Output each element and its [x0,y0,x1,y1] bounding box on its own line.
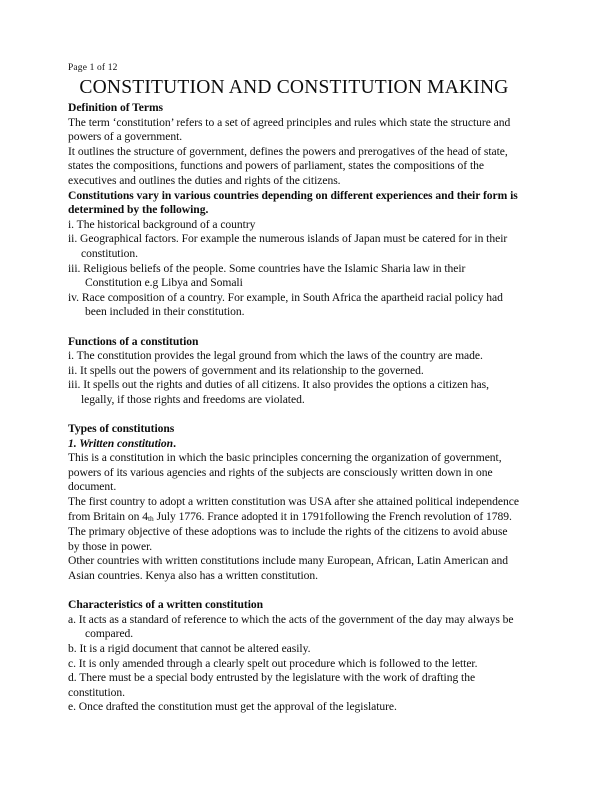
list-text: There must be a special body entrusted by the legislature with the work of drafting the constitution. [68,671,476,699]
list-item [68,657,520,672]
list-text: The constitution provides the legal ground from which the laws of the country are made. [76,349,483,363]
list-text: It acts as a standard of reference to which the acts of the government of the day may always be compared. [78,612,514,641]
list-text: It spells out the powers of government and its relationship to the governed. [80,363,424,377]
spacer [68,320,520,335]
list-item [68,671,520,700]
list-marker: ii. [68,363,81,377]
list-marker: d. [68,671,80,685]
list-marker: i. [68,217,77,231]
list-text: It is only amended through a clearly spelt out procedure which is followed to the letter. [78,656,478,670]
section-heading-functions: Functions of a constitution [68,334,199,348]
list-item [68,218,520,233]
subsection-heading-text: 1. Written constitution [68,436,174,450]
list-item [68,262,520,291]
list-text: It spells out the rights and duties of all citizens. It also provides the options a citizen has, legally, if those rights and freedoms are violated. [81,378,489,406]
list-item [68,232,520,261]
paragraph-definition-1: The term ‘constitution’ refers to a set of agreed principles and rules which state the structure and powers of a government. [68,115,511,144]
paragraph-types-2-part2: July 1776. France adopted it in 1791following the French revolution of 1789. The primary objective of these adoptions was to include the rights of the citizens to avoid abuse by those in power. [68,509,512,553]
bold-lead-constitutions-vary: Constitutions vary in various countries depending on different experiences and their form is determined by the following. [68,188,518,217]
list-text: Religious beliefs of the people. Some countries have the Islamic Sharia law in their Constitution e.g Libya and Somali [83,261,466,290]
paragraph-definition-2: It outlines the structure of government, defines the powers and prerogatives of the head of state, states the compositions, functions and powers of parliament, states the compositions of the executives and outlines the duties and rights of the citizens. [68,144,508,187]
list-item [68,378,520,407]
paragraph-types-2-part1: The first country to adopt a written constitution was USA after she attained political independence from Britain on 4 [68,495,519,523]
list-item [68,291,520,320]
section-heading-types: Types of constitutions [68,422,175,436]
list-item [68,642,520,657]
list-marker: b. [68,641,80,655]
list-marker: iii. [68,378,84,392]
page-number-label: Page 1 of 12 [68,63,118,73]
list-text: The historical background of a country [76,217,256,231]
list-marker: a. [68,612,79,626]
paragraph-types-2 [68,495,520,554]
list-item [68,613,520,642]
section-heading-characteristics: Characteristics of a written constitution [68,598,264,612]
subsection-heading-period: . [173,436,176,450]
spacer [68,407,520,422]
list-text: Geographical factors. For example the numerous islands of Japan must be catered for in their constitution. [80,232,508,260]
list-text: It is a rigid document that cannot be altered easily. [79,641,311,655]
section-heading-definition-of-terms: Definition of Terms [68,101,164,114]
list-item [68,364,520,379]
paragraph-types-3: Other countries with written constitutions include many European, African, Latin American and Asian countries. Kenya also has a written constitution. [68,554,508,582]
list-marker: ii. [68,232,81,246]
list-marker: iv. [68,290,82,304]
list-marker: i. [68,349,77,363]
ordinal-suffix: th [147,514,154,524]
document-title: CONSTITUTION AND CONSTITUTION MAKING [79,77,509,98]
list-marker: iii. [68,261,84,275]
list-text: Race composition of a country. For example, in South Africa the apartheid racial policy had been included in their constitution. [81,290,503,319]
list-item [68,700,520,715]
list-text: Once drafted the constitution must get the approval of the legislature. [78,700,397,714]
document-body [68,62,520,715]
list-item [68,349,520,364]
subsection-heading-written-constitution [68,437,520,452]
spacer [68,584,520,599]
list-marker: c. [68,656,79,670]
list-marker: e. [68,700,79,714]
paragraph-types-1: This is a constitution in which the basic principles concerning the organization of government, powers of its various agencies and rights of the subjects are consciously written down in one document. [68,451,502,494]
